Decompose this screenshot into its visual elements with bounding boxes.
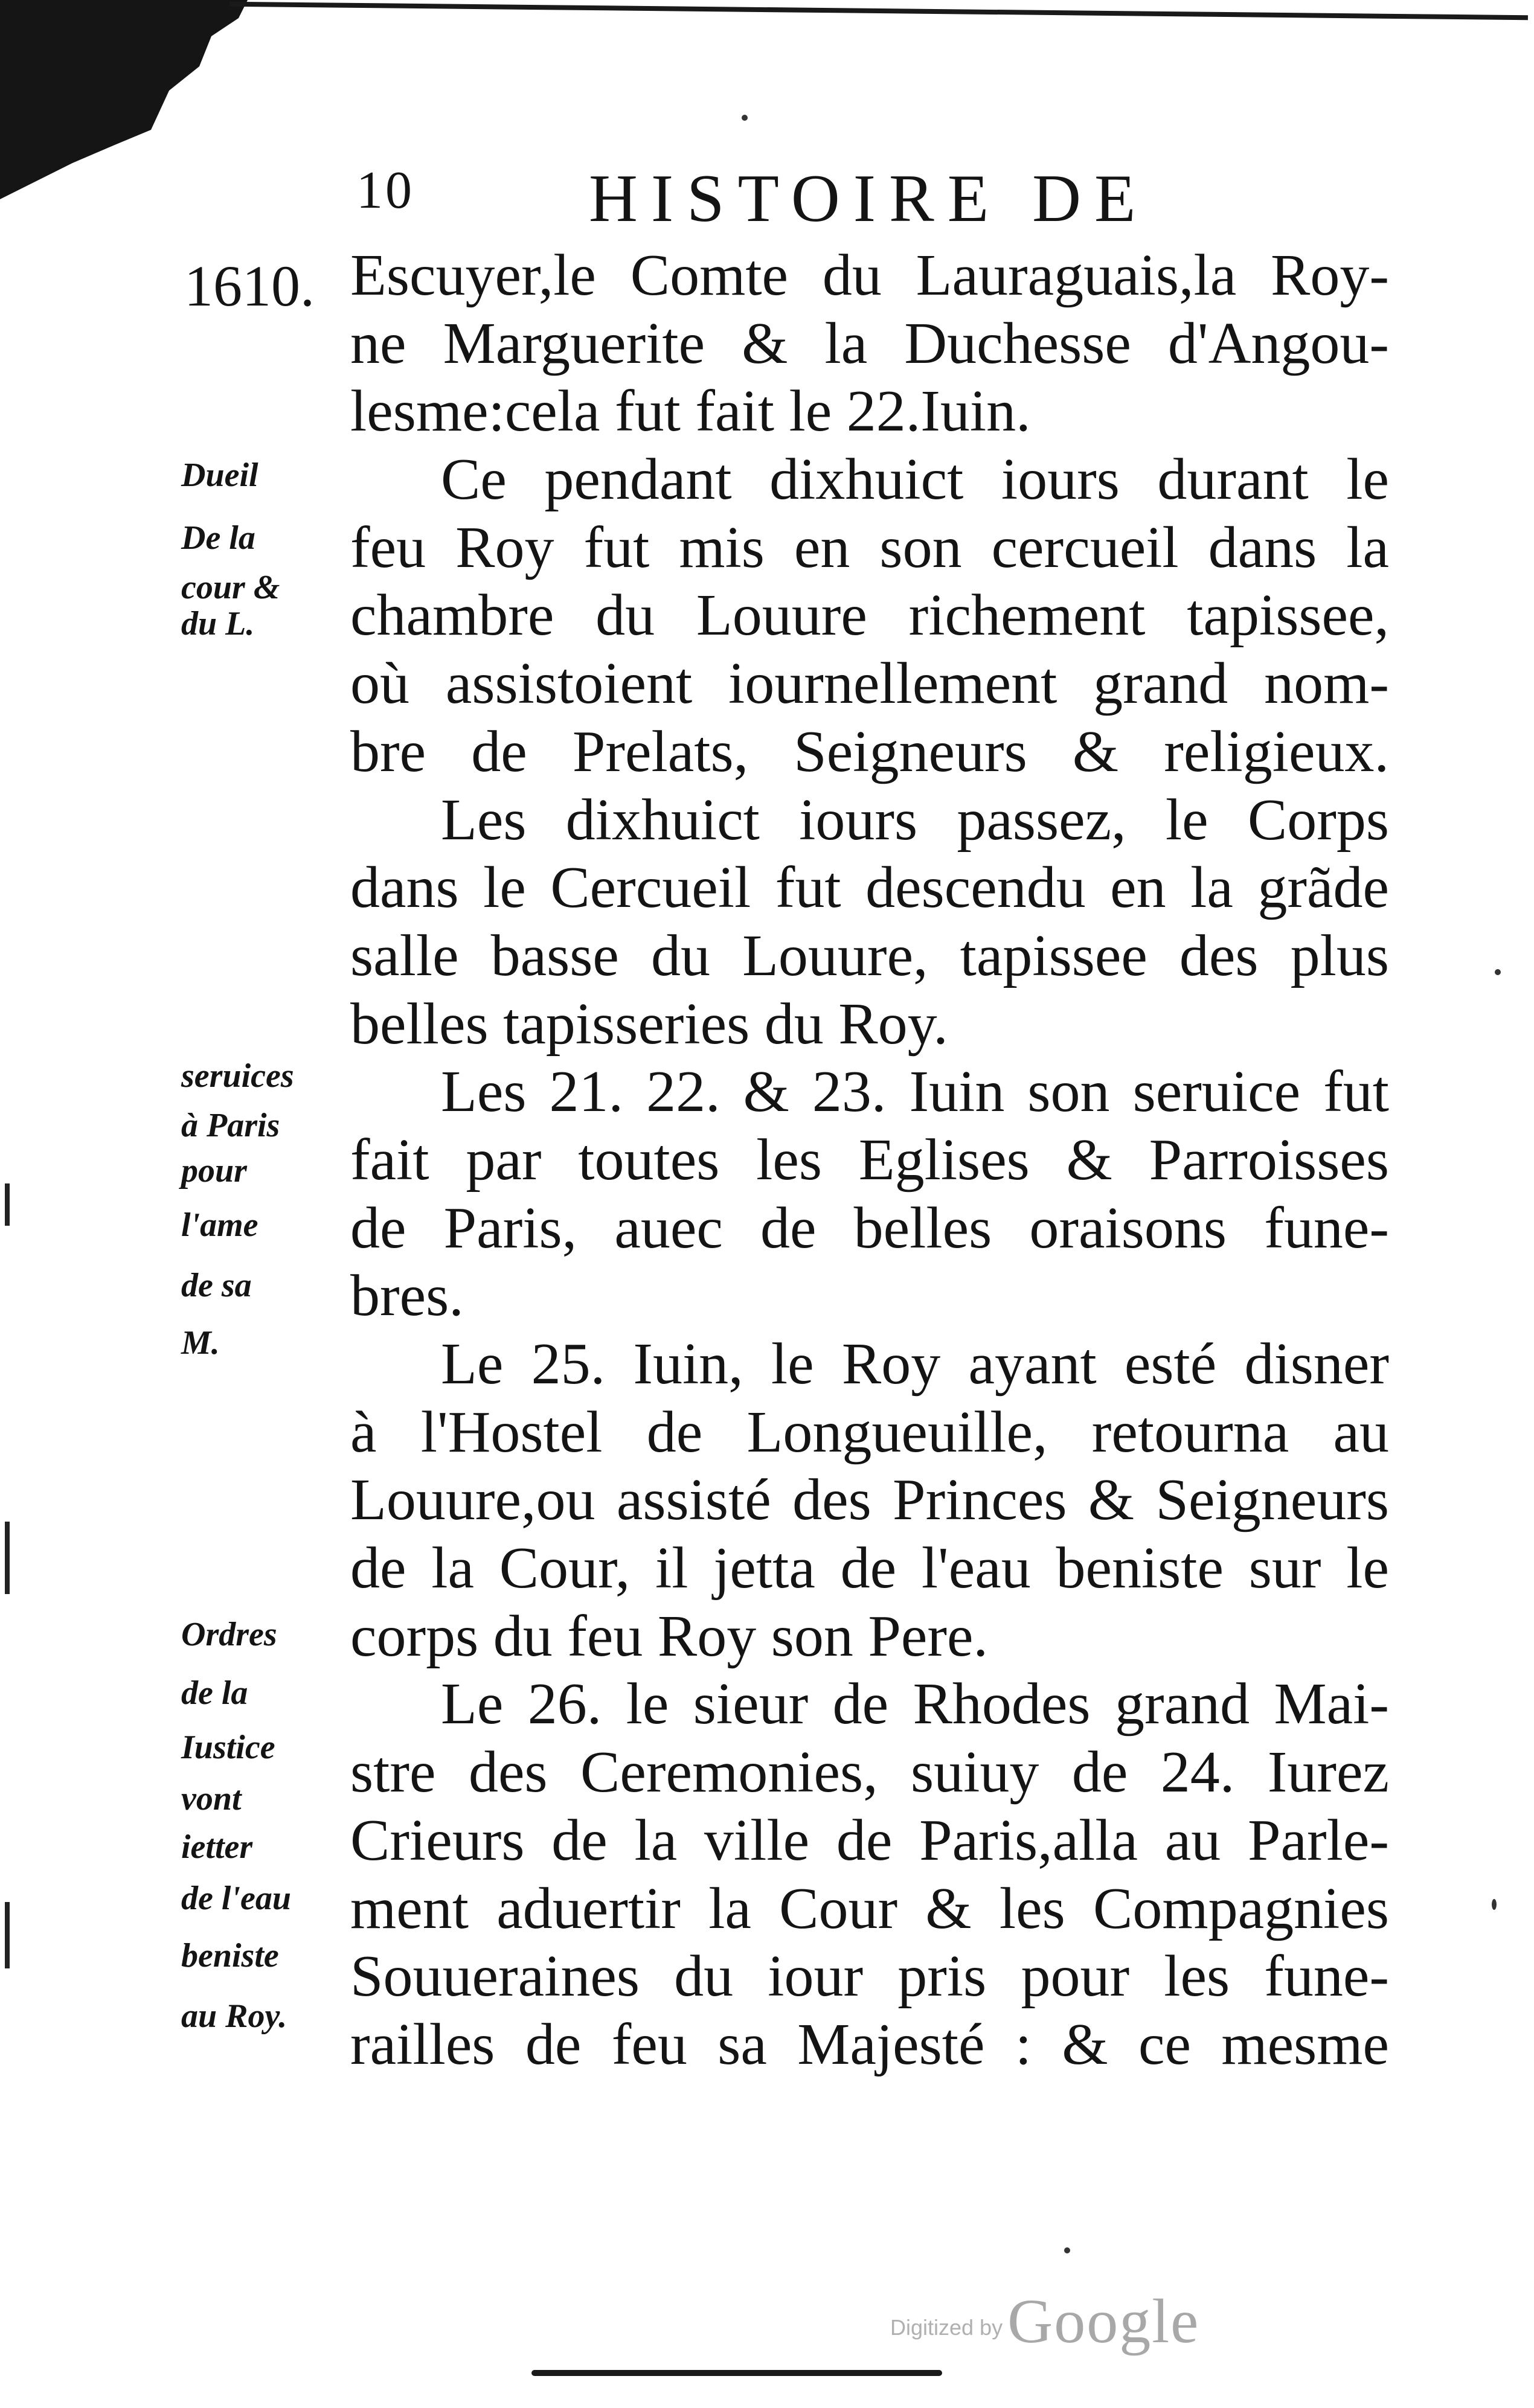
margin-note-ordres [181,1603,356,2046]
text-line: de la Cour, il jetta de l'eau beniste sur le [350,1535,1389,1601]
body-text [350,242,1389,2079]
margin-note-line: ietter [181,1828,253,1866]
margin-note-line: Iustice [181,1729,275,1766]
text-line: Le 26. le sieur de Rhodes grand Mai- [441,1671,1389,1737]
margin-note-line: l'ame [181,1206,258,1244]
text-line: ment aduertir la Cour & les Compagnies [350,1875,1389,1941]
ink-speck [1492,1899,1497,1910]
margin-note-line: M. [181,1324,220,1362]
margin-note-line: du L. [181,605,255,642]
text-line: stre des Ceremonies, suiuy de 24. Iurez [350,1740,1389,1805]
text-line: dans le Cercueil fut descendu en la grãde [350,855,1389,921]
text-line: Escuyer,le Comte du Lauraguais,la Roy- [350,243,1389,308]
text-line: ne Marguerite & la Duchesse d'Angou- [350,310,1389,376]
google-logo: Google [1007,2287,1200,2356]
text-line: bres. [350,1263,464,1329]
margin-note-dueil [181,444,356,642]
running-title: HISTOIRE DE [589,161,1149,236]
margin-note-seruices [181,1045,356,1367]
text-line: Les dixhuict iours passez, le Corps [441,787,1389,853]
text-line: Le 25. Iuin, le Roy ayant esté disner [441,1331,1389,1397]
text-line: à l'Hostel de Longueuille, retourna au [350,1399,1389,1465]
ink-speck [1495,969,1501,975]
margin-note-line: De la [181,519,255,557]
text-line: Les 21. 22. & 23. Iuin son seruice fut [441,1059,1389,1125]
ink-speck [1064,2247,1070,2253]
scan-edge-mark [5,1522,10,1594]
text-line: Louure,ou assisté des Princes & Seigneurs [350,1467,1389,1533]
text-line: où assistoient iournellement grand nom- [350,651,1389,717]
text-line: chambre du Louure richement tapissee, [350,583,1389,648]
text-line: salle basse du Louure, tapissee des plus [350,923,1389,988]
margin-note-line: seruices [181,1057,294,1095]
text-line: railles de feu sa Majesté : & ce mesme [350,2011,1389,2077]
bottom-edge-rule [531,2370,942,2376]
scan-edge-mark [5,1902,10,1968]
scan-edge-mark [5,1183,10,1226]
margin-note-line: Dueil [181,456,258,494]
margin-note-line: au Roy. [181,1997,287,2035]
text-line: de Paris, auec de belles oraisons fune- [350,1195,1389,1261]
top-edge-rule [229,2,1528,21]
text-line: fait par toutes les Eglises & Parroisses [350,1127,1389,1193]
text-line: lesme:cela fut fait le 22.Iuin. [350,379,1031,444]
digitized-watermark [890,2285,1199,2357]
text-line: bre de Prelats, Seigneurs & religieux. [350,719,1389,784]
margin-note-line: cour & [181,569,280,606]
text-line: feu Roy fut mis en son cercueil dans la [350,514,1389,580]
watermark-prefix: Digitized by [890,2315,1003,2340]
margin-note-line: de sa [181,1267,252,1304]
margin-note-line: Ordres [181,1616,277,1653]
ink-speck [742,115,748,121]
text-line: Souueraines du iour pris pour les fune- [350,1944,1389,2009]
margin-note-line: à Paris [181,1107,280,1144]
margin-note-line: vont [181,1780,242,1817]
page-header [0,160,1534,239]
margin-note-line: beniste [181,1937,279,1974]
text-line: corps du feu Roy son Pere. [350,1603,989,1669]
margin-note-line: de l'eau [181,1880,291,1917]
text-line: belles tapisseries du Roy. [350,991,948,1057]
margin-note-line: pour [181,1152,247,1190]
year-marginal: 1610. [184,254,315,318]
page-number: 10 [356,161,414,220]
text-line: Ce pendant dixhuict iours durant le [441,447,1389,513]
text-line: Crieurs de la ville de Paris,alla au Parle- [350,1807,1389,1873]
margin-note-line: de la [181,1674,248,1712]
